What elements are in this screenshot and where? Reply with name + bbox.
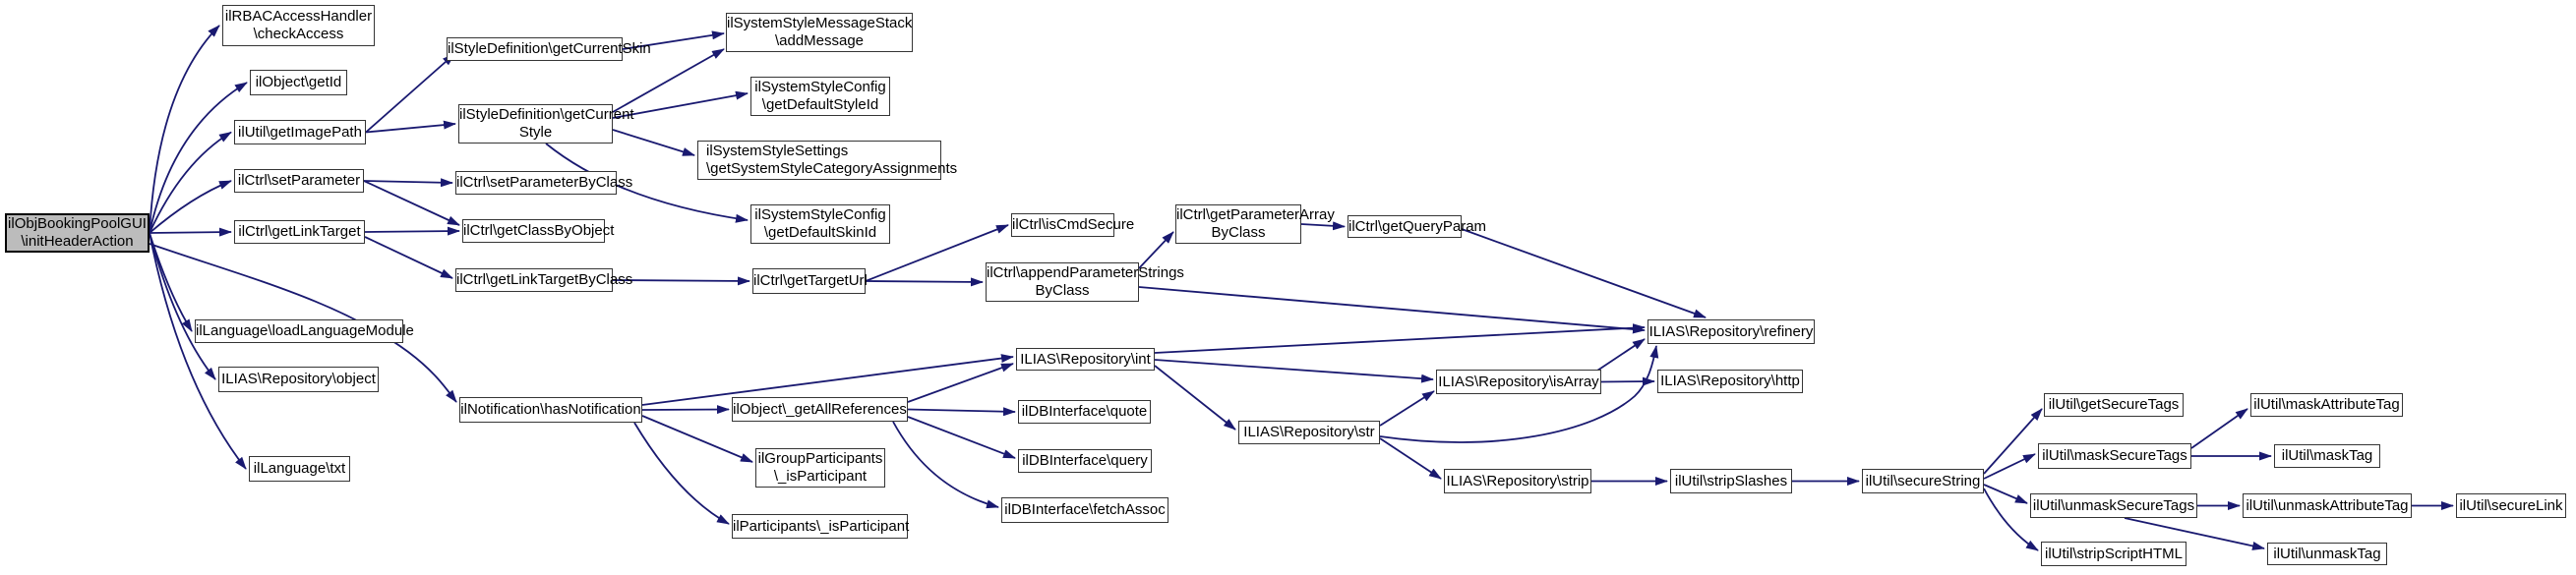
edge-setParameter-setParameterByClass <box>364 181 452 183</box>
node-secureString[interactable] <box>1862 469 1984 493</box>
node-str[interactable] <box>1238 421 1380 444</box>
edge-initHeaderAction-txt <box>150 233 246 469</box>
edge-getImagePath-getCurrentStyle <box>366 124 455 133</box>
node-query[interactable] <box>1018 449 1152 473</box>
node-label: \getDefaultSkinId <box>763 224 877 241</box>
edge-appendParameterStringsByClass-refinery <box>1139 287 1645 330</box>
node-label: \addMessage <box>774 32 865 49</box>
edge-str-strip <box>1380 438 1441 479</box>
edge-appendParameterStringsByClass-getParameterArrayByClass <box>1139 232 1173 268</box>
node-label: ilObjBookingPoolGUI <box>8 215 147 232</box>
node-label: ilUtil\unmaskSecureTags <box>2032 496 2195 514</box>
node-unmaskTag[interactable] <box>2267 543 2387 565</box>
edge-getTargetUrl-appendParameterStringsByClass <box>866 281 983 282</box>
node-label: \initHeaderAction <box>21 233 134 250</box>
node-label: ilUtil\maskTag <box>2281 447 2373 464</box>
edge-getAllReferences-query <box>908 417 1015 458</box>
node-unmaskSecureTags[interactable] <box>2030 493 2197 518</box>
node-maskAttributeTag[interactable] <box>2250 393 2403 417</box>
edge-isArray-refinery <box>1597 339 1645 371</box>
node-label: ilStyleDefinition\getCurrent <box>459 106 634 123</box>
node-label: ByClass <box>1035 282 1090 299</box>
node-getTargetUrl[interactable] <box>752 268 866 294</box>
node-label: ilCtrl\getParameterArray <box>1176 206 1335 223</box>
node-isArray[interactable] <box>1436 370 1601 394</box>
node-label: ILIAS\Repository\int <box>1020 350 1151 368</box>
node-getQueryParam[interactable] <box>1348 215 1487 238</box>
node-maskSecureTags[interactable] <box>2038 443 2191 469</box>
edge-setParameter-getClassByObject <box>364 181 459 225</box>
edge-getCurrentStyle-addMessage <box>613 49 724 112</box>
edge-isArray-http <box>1601 381 1654 382</box>
node-getAllReferences[interactable] <box>732 397 908 422</box>
node-label: ilObject\getId <box>255 74 342 90</box>
node-label: ilSystemStyleSettings <box>706 143 849 159</box>
node-refinery[interactable] <box>1647 319 1815 344</box>
node-label: ilSystemStyleMessageStack <box>727 15 913 31</box>
edge-int-str <box>1155 366 1235 430</box>
node-label: ilDBInterface\fetchAssoc <box>1004 501 1166 518</box>
node-label: ilCtrl\setParameterByClass <box>456 174 633 191</box>
node-fetchAssoc[interactable] <box>1001 497 1168 523</box>
edge-getLinkTarget-getClassByObject <box>365 231 459 232</box>
node-label: ilUtil\getSecureTags <box>2048 396 2180 413</box>
edge-hasNotification-getAllReferences <box>642 410 729 411</box>
node-unmaskAttributeTag[interactable] <box>2243 493 2412 518</box>
node-label: ilStyleDefinition\getCurrentSkin <box>448 40 651 57</box>
edge-getAllReferences-fetchAssoc <box>893 422 998 507</box>
node-label: ilLanguage\loadLanguageModule <box>196 322 414 339</box>
node-label: ilUtil\maskSecureTags <box>2042 447 2187 464</box>
node-txt[interactable] <box>249 456 350 482</box>
node-label: ILIAS\Repository\http <box>1660 373 1800 389</box>
node-getSecureTags[interactable] <box>2044 393 2184 417</box>
node-label: ilGroupParticipants <box>757 450 883 467</box>
node-label: ILIAS\Repository\refinery <box>1648 322 1814 340</box>
node-label: \_isParticipant <box>773 468 868 485</box>
edge-initHeaderAction-checkAccess <box>150 26 219 233</box>
node-checkAccess[interactable] <box>222 5 375 46</box>
node-getClassByObject[interactable] <box>462 219 615 243</box>
node-hasNotification[interactable] <box>459 397 642 423</box>
node-label: ilUtil\stripSlashes <box>1674 472 1788 489</box>
edge-initHeaderAction-getLinkTarget <box>150 232 231 233</box>
node-http[interactable] <box>1657 370 1803 393</box>
node-label: ByClass <box>1211 224 1266 241</box>
node-getId[interactable] <box>250 70 347 95</box>
node-secureLink[interactable] <box>2456 493 2566 518</box>
node-label: ilUtil\secureString <box>1865 472 1981 489</box>
edge-initHeaderAction-getImagePath <box>150 133 231 234</box>
node-label: ilCtrl\getTargetUrl <box>753 272 868 289</box>
node-label: ilObject\_getAllReferences <box>733 400 907 418</box>
node-label: ilSystemStyleConfig <box>754 79 886 95</box>
node-appendParameterStringsByClass[interactable] <box>986 262 1184 302</box>
node-label: ilNotification\hasNotification <box>460 401 641 418</box>
node-getCurrentStyle[interactable] <box>458 104 634 144</box>
node-getSystemStyleCategoryAssignments[interactable] <box>697 141 958 180</box>
node-getDefaultSkinId[interactable] <box>750 204 890 244</box>
node-label: ilCtrl\appendParameterStrings <box>987 264 1184 281</box>
node-participantsIsParticipant[interactable] <box>732 514 908 539</box>
node-label: \getDefaultStyleId <box>761 96 879 113</box>
node-label: ilParticipants\_isParticipant <box>733 517 910 535</box>
edge-str-isArray <box>1380 391 1434 426</box>
edge-getLinkTargetByClass-getTargetUrl <box>613 280 749 281</box>
node-label: ilUtil\stripScriptHTML <box>2044 545 2183 562</box>
node-label: ilUtil\maskAttributeTag <box>2253 396 2400 413</box>
node-label: ilUtil\getImagePath <box>238 123 362 141</box>
node-label: ilUtil\secureLink <box>2459 496 2563 514</box>
node-label: ilCtrl\isCmdSecure <box>1012 216 1135 233</box>
edge-getImagePath-getCurrentSkin <box>366 54 454 133</box>
node-getLinkTargetByClass[interactable] <box>455 268 633 292</box>
node-label: ILIAS\Repository\isArray <box>1438 373 1599 390</box>
node-label: ilCtrl\getLinkTarget <box>238 223 361 240</box>
node-stripScriptHTML[interactable] <box>2041 542 2187 566</box>
node-getCurrentSkin[interactable] <box>447 37 651 61</box>
edge-hasNotification-participantsIsParticipant <box>634 423 729 524</box>
node-label: ILIAS\Repository\object <box>221 371 376 387</box>
edge-getLinkTarget-getLinkTargetByClass <box>365 237 452 278</box>
node-int[interactable] <box>1016 348 1155 371</box>
node-label: Style <box>518 124 553 141</box>
node-label: ilCtrl\getLinkTargetByClass <box>456 271 633 288</box>
node-label: ILIAS\Repository\strip <box>1446 472 1589 489</box>
node-label: ILIAS\Repository\str <box>1243 424 1375 440</box>
edge-hasNotification-groupIsParticipant <box>642 416 752 462</box>
node-isCmdSecure[interactable] <box>1011 213 1135 237</box>
node-addMessage[interactable] <box>726 13 913 52</box>
node-getImagePath[interactable] <box>234 120 366 144</box>
node-label: ilDBInterface\quote <box>1021 403 1148 420</box>
node-label: ilCtrl\setParameter <box>237 172 361 189</box>
node-label: ilSystemStyleConfig <box>754 206 886 223</box>
node-label: ilUtil\unmaskTag <box>2273 545 2381 562</box>
node-label: ilLanguage\txt <box>253 460 346 477</box>
node-stripSlashes[interactable] <box>1670 469 1792 493</box>
edge-maskSecureTags-maskAttributeTag <box>2191 409 2247 448</box>
edge-getAllReferences-quote <box>908 410 1015 413</box>
node-label: ilCtrl\getQueryParam <box>1348 217 1487 235</box>
node-groupIsParticipant[interactable] <box>755 448 885 488</box>
node-maskTag[interactable] <box>2274 444 2380 468</box>
edge-getParameterArrayByClass-getQueryParam <box>1301 224 1345 227</box>
node-initHeaderAction[interactable] <box>5 213 150 253</box>
node-getDefaultStyleId[interactable] <box>750 77 890 116</box>
edge-int-isArray <box>1155 360 1433 379</box>
node-getParameterArrayByClass[interactable] <box>1175 204 1335 244</box>
edge-int-refinery <box>1155 327 1645 353</box>
node-label: ilDBInterface\query <box>1022 452 1148 469</box>
node-strip[interactable] <box>1444 469 1591 493</box>
edge-getAllReferences-int <box>908 364 1013 402</box>
edge-getCurrentStyle-getSystemStyleCategoryAssignments <box>613 130 694 155</box>
node-label: \checkAccess <box>253 26 344 42</box>
node-label: ilRBACAccessHandler <box>224 8 373 25</box>
node-loadLanguageModule[interactable] <box>195 319 414 343</box>
node-setParameterByClass[interactable] <box>455 171 633 195</box>
node-setParameter[interactable] <box>234 169 364 193</box>
node-getLinkTarget[interactable] <box>234 220 365 244</box>
node-label: ilCtrl\getClassByObject <box>463 222 615 239</box>
node-label: ilUtil\unmaskAttributeTag <box>2246 496 2409 514</box>
node-label: \getSystemStyleCategoryAssignments <box>706 160 958 177</box>
node-repoObject[interactable] <box>218 367 379 392</box>
edge-getQueryParam-refinery <box>1462 229 1706 317</box>
node-quote[interactable] <box>1018 400 1151 424</box>
